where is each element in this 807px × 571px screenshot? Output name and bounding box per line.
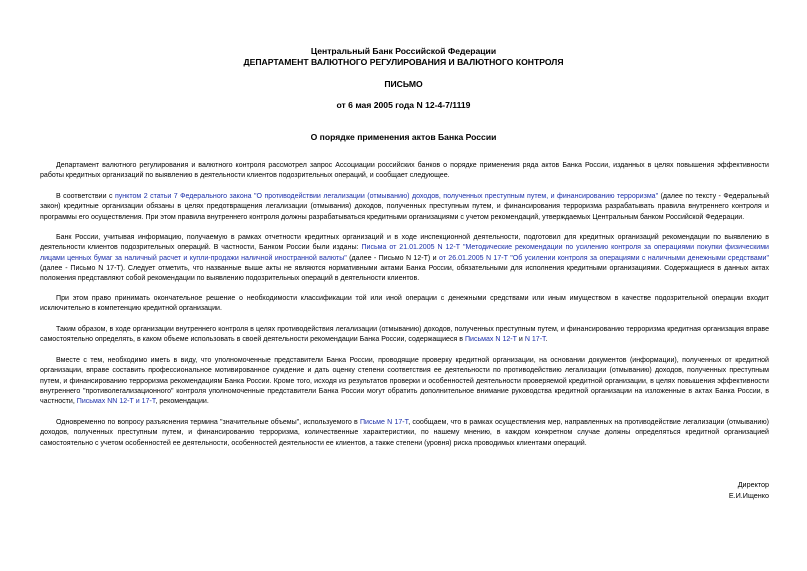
- paragraph-3-text-2: (далее - Письмо N 12-Т) и: [346, 254, 439, 262]
- paragraph-6-text-2: , рекомендации.: [155, 398, 209, 406]
- paragraph-7-text-2: , сообщаем, что в рамках осуществления мер, направленных на противодействие легализации (отмыванию) доходов, полученных преступным путем, и финансированию терроризма, количественные характеристики, по нашему мнению, в каждом конкретном случае должны определяться кредитной организацией самостоятельно с учетом особенностей ее деятельности, особенностей деятельности ее клиентов, а также степени (уровня) риска проводимых клиентами операций.: [40, 419, 769, 447]
- letters-12t-link[interactable]: Письмах N 12-Т: [464, 336, 517, 344]
- paragraph-2-text-2: (далее по тексту - Федеральный закон) кредитные организации обязаны в целях предотвращения легализации (отмывания) доходов, полученных преступным путем, и финансирования терроризма разрабатывать правила внутреннего контроля и программы его осуществления. При этом правила внутреннего контроля должны разрабатываться кредитными организациями с учетом рекомендаций, утверждаемых Центральным банком Российской Федерации.: [40, 193, 770, 221]
- org-name: Центральный Банк Российской Федерации: [310, 46, 497, 56]
- paragraph-7: [40, 418, 769, 449]
- paragraph-5: [40, 325, 769, 346]
- paragraph-5-text-3: .: [545, 336, 548, 344]
- paragraph-2-text-1: В соответствии с: [56, 193, 115, 200]
- signature-title: Директор: [737, 480, 769, 489]
- paragraph-1-text: Департамент валютного регулирования и валютного контроля рассмотрел запрос Ассоциации российских банков о порядке применения ряда актов Банка России, изданных в целях повышения эффективности работы кредитных организаций по выявлению в деятельности клиентов подозрительных операций, и сообщает следующее.: [40, 162, 769, 180]
- paragraph-5-text-1: Таким образом, в ходе организации внутреннего контроля в целях противодействия легализации (отмыванию) доходов, полученных преступным путем, и финансированию терроризма кредитная организация вправе самостоятельно определять, в каком объеме использовать в своей деятельности рекомендации Банка России, содержащиеся в: [40, 326, 769, 344]
- letter-17t-link-3[interactable]: Письме N 17-Т: [359, 419, 409, 426]
- paragraph-4: [40, 294, 769, 315]
- paragraph-4-text: При этом право принимать окончательное решение о необходимости классификации той или иной операции с денежными средствами или иным имуществом в качестве подозрительной операции входит исключительно в компетенцию кредитной организации.: [40, 295, 769, 313]
- signature-name: Е.И.Ищенко: [728, 491, 769, 500]
- letter-17t-link[interactable]: от 26.01.2005 N 17-Т "Об усилении контроля за операциями с наличными денежными средствами": [438, 254, 769, 262]
- paragraph-2: [40, 192, 769, 223]
- department-name: ДЕПАРТАМЕНТ ВАЛЮТНОГО РЕГУЛИРОВАНИЯ И ВАЛЮТНОГО КОНТРОЛЯ: [243, 57, 564, 67]
- federal-law-link[interactable]: пунктом 2 статьи 7 Федерального закона "О противодействии легализации (отмыванию) доходов, полученных преступным путем, и финансированию терроризма": [114, 193, 659, 200]
- paragraph-1: [40, 161, 769, 182]
- paragraph-6-text-1: Вместе с тем, необходимо иметь в виду, что уполномоченные представители Банка России, проводящие проверку кредитной организации, на основании документов (информации), полученных от кредитной организации, вправе составить профессиональное мотивированное суждение и дать оценку степени соответствия ее деятельности по противодействию легализации (отмыванию) доходов, полученных преступным путем, и финансированию терроризма рекомендациям Банка России. Кроме того, исходя из результатов проверки и особенностей деятельности проверяемой кредитной организации, в целях повышения эффективности внутреннего "противолегализационного" контроля уполномоченные представители Банка России могут обратить дополнительное внимание руководства кредитной организации на изложенные в актах Банка России, в частности,: [40, 357, 769, 406]
- paragraph-5-text-2: и: [516, 336, 525, 344]
- paragraph-3-text-3: (далее - Письмо N 17-Т). Следует отметить, что названные выше акты не являются нормативными актами Банка России, обязательными для исполнения кредитными организациями. Содержащиеся в данных актах положения представляют собой рекомендации по выявлению подозрительных операций в деятельности клиентов.: [40, 264, 769, 283]
- paragraph-6: [40, 356, 769, 407]
- document-type: ПИСЬМО: [384, 79, 423, 89]
- paragraph-7-text-1: Одновременно по вопросу разъяснения термина "значительные объемы", используемого в: [56, 419, 360, 426]
- paragraph-3-text-1: Банк России, учитывая информацию, получаемую в рамках отчетности кредитных организаций и в ходе инспекционной деятельности, подготовил для кредитных организаций рекомендации по выявлению в деятельности клиентов подозрительных операций. В частности, Банком России были изданы:: [40, 234, 769, 252]
- paragraph-3: [40, 233, 769, 284]
- letter-12t-link[interactable]: Письма от 21.01.2005 N 12-Т "Методические рекомендации по усилению контроля за операциями покупки физическими лицами ценных бумаг за наличный расчет и купли-продажи наличной иностранной валюты": [40, 244, 769, 262]
- letters-12t-17t-link[interactable]: Письмах NN 12-Т и 17-Т: [76, 398, 156, 406]
- letter-17t-link-2[interactable]: N 17-Т: [524, 336, 546, 344]
- document-date-number: от 6 мая 2005 года N 12-4-7/1119: [336, 100, 471, 110]
- document-subject: О порядке применения актов Банка России: [310, 132, 497, 142]
